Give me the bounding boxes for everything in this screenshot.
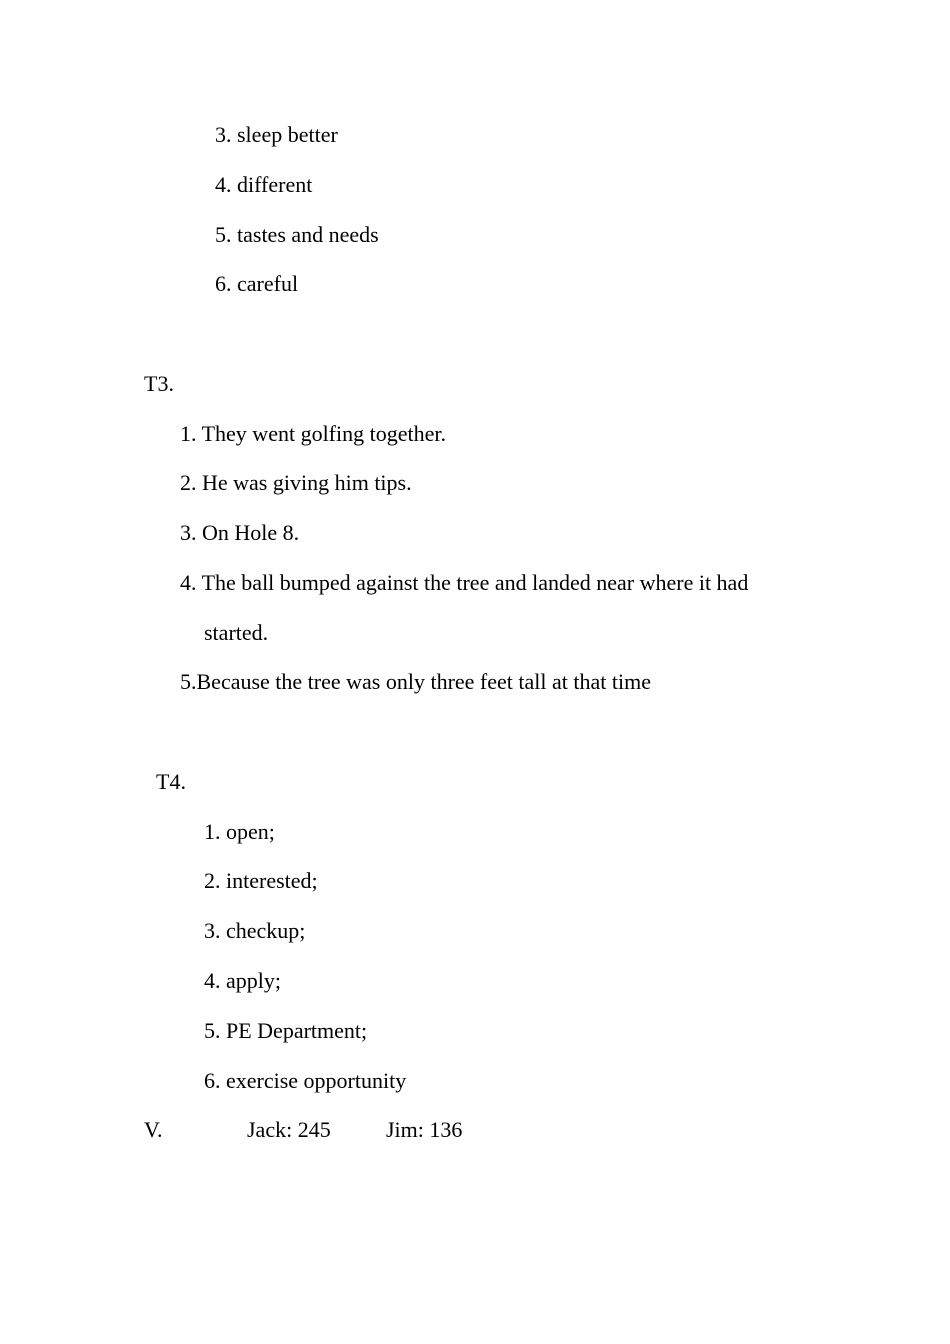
answer-line: 6. exercise opportunity — [204, 1068, 407, 1093]
answer-line: 6. careful — [215, 271, 299, 296]
answer-line: 1. open; — [204, 819, 275, 844]
answer-line: 5. tastes and needs — [215, 222, 379, 247]
score-jim: Jim: 136 — [386, 1117, 463, 1142]
section-heading-v: V. — [144, 1117, 163, 1142]
section-heading-t4: T4. — [156, 769, 186, 794]
answer-line: 3. On Hole 8. — [180, 520, 300, 545]
answer-line: 1. They went golfing together. — [180, 421, 446, 446]
answer-line: 2. interested; — [204, 868, 318, 893]
answer-line: 4. The ball bumped against the tree and landed near where it had — [180, 570, 749, 595]
answer-line: 5.Because the tree was only three feet tall at that time — [180, 669, 651, 694]
score-jack: Jack: 245 — [247, 1117, 331, 1142]
answer-line: 2. He was giving him tips. — [180, 470, 412, 495]
answer-line: 4. different — [215, 172, 313, 197]
answer-line-continuation: started. — [204, 620, 269, 645]
answer-line: 5. PE Department; — [204, 1018, 368, 1043]
answer-line: 3. sleep better — [215, 122, 338, 147]
section-heading-t3: T3. — [144, 371, 174, 396]
answer-line: 4. apply; — [204, 968, 281, 993]
answer-line: 3. checkup; — [204, 918, 306, 943]
